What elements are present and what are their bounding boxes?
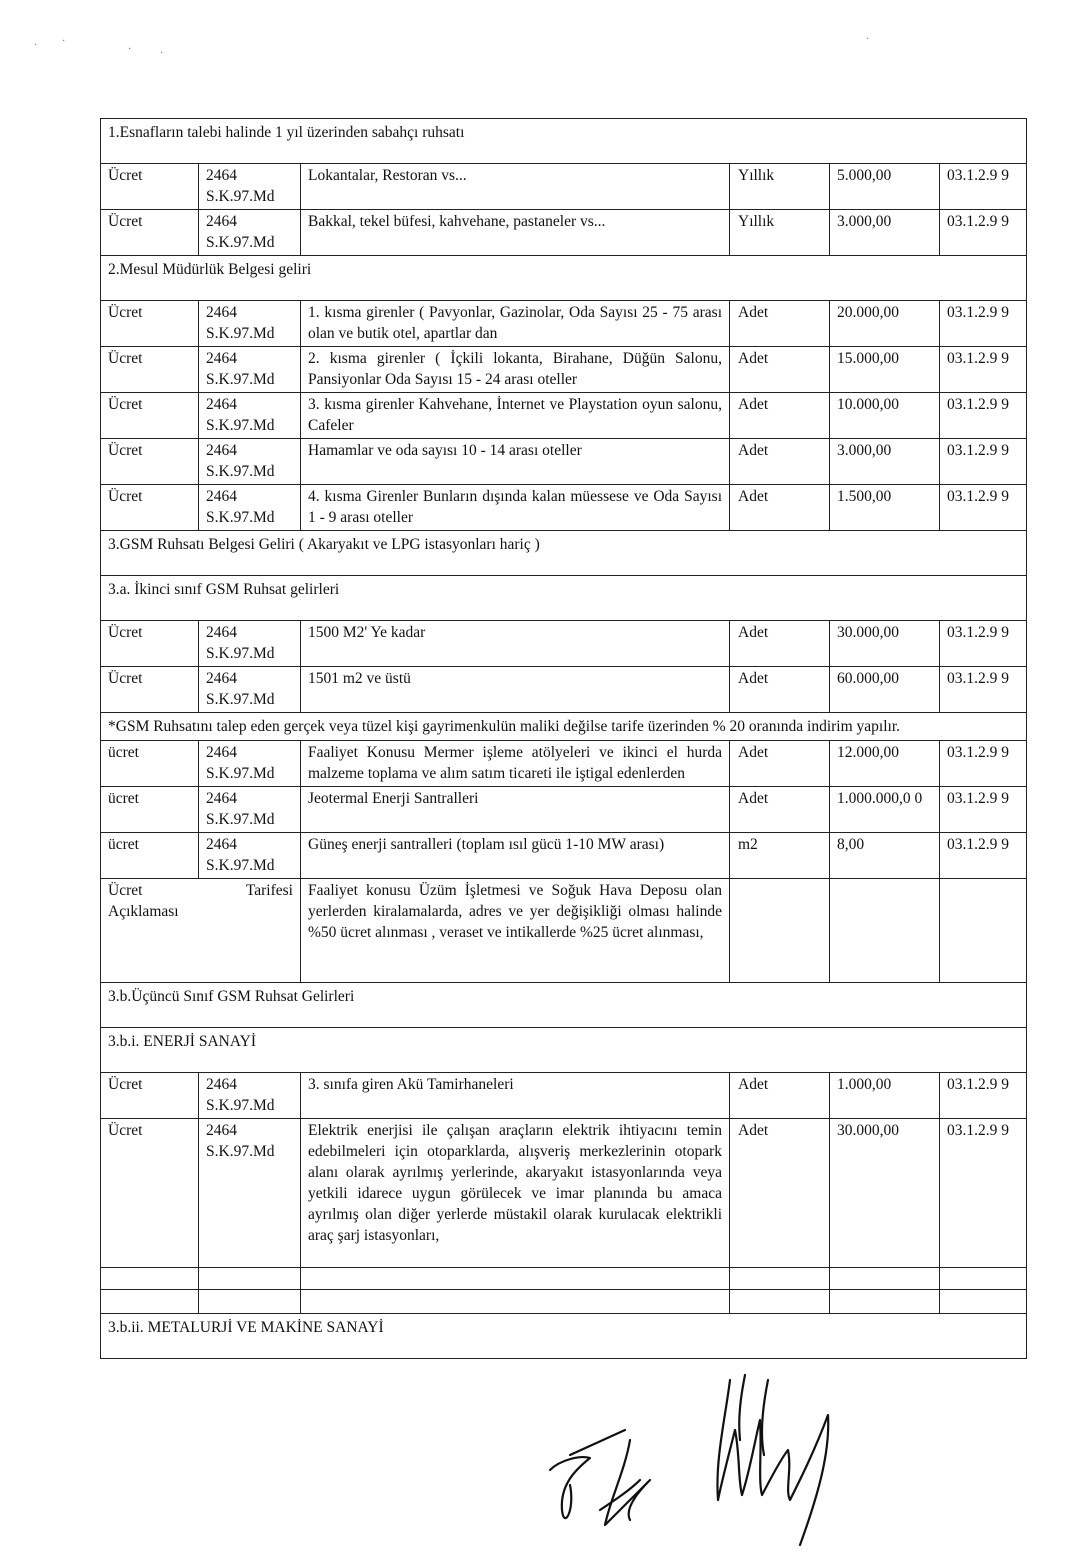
table-row [101, 621, 1027, 667]
empty-cell [830, 879, 940, 983]
section-title: 2.Mesul Müdürlük Belgesi geliri [101, 256, 1027, 301]
fee-type: Ücret [101, 1073, 199, 1119]
empty-cell [101, 1290, 199, 1314]
budget-code: 03.1.2.9 9 [940, 485, 1027, 531]
section-row [101, 256, 1027, 301]
law-ref: 2464 S.K.97.Md [199, 833, 301, 879]
item-description: Jeotermal Enerji Santralleri [301, 787, 730, 833]
budget-code: 03.1.2.9 9 [940, 301, 1027, 347]
item-description: Faaliyet Konusu Mermer işleme atölyeleri ve ikinci el hurda malzeme toplama ve alım satım ticareti ile iştigal edenlerden [301, 741, 730, 787]
tariff-table [100, 118, 1027, 1359]
law-ref: 2464 S.K.97.Md [199, 485, 301, 531]
law-ref: 2464 S.K.97.Md [199, 621, 301, 667]
amount: 5.000,00 [830, 164, 940, 210]
item-description: 3. sınıfa giren Akü Tamirhaneleri [301, 1073, 730, 1119]
item-description: 1501 m2 ve üstü [301, 667, 730, 713]
budget-code: 03.1.2.9 9 [940, 787, 1027, 833]
table-row [101, 301, 1027, 347]
signature-stroke [762, 1380, 768, 1455]
item-description: 1. kısma girenler ( Pavyonlar, Gazinolar, Oda Sayısı 25 - 75 arası olan ve butik otel, apartlar dan [301, 301, 730, 347]
fee-type: Ücret [101, 393, 199, 439]
tariff-description-label [101, 879, 301, 983]
scan-speck: · [62, 36, 66, 47]
amount: 15.000,00 [830, 347, 940, 393]
unit: Adet [730, 347, 830, 393]
law-ref: 2464 S.K.97.Md [199, 667, 301, 713]
unit: Yıllık [730, 210, 830, 256]
budget-code: 03.1.2.9 9 [940, 393, 1027, 439]
unit: m2 [730, 833, 830, 879]
section-title: 1.Esnafların talebi halinde 1 yıl üzerinden sabahçı ruhsatı [101, 119, 1027, 164]
unit: Adet [730, 1073, 830, 1119]
item-description: Bakkal, tekel büfesi, kahvehane, pastaneler vs... [301, 210, 730, 256]
label-ucret: Ücret [108, 882, 143, 899]
scan-speck: · [34, 40, 38, 51]
fee-type: Ücret [101, 485, 199, 531]
law-ref: 2464 S.K.97.Md [199, 393, 301, 439]
item-description: 4. kısma Girenler Bunların dışında kalan müessese ve Oda Sayısı 1 - 9 arası oteller [301, 485, 730, 531]
section-title: 3.a. İkinci sınıf GSM Ruhsat gelirleri [101, 576, 1027, 621]
budget-code: 03.1.2.9 9 [940, 164, 1027, 210]
unit: Adet [730, 485, 830, 531]
budget-code: 03.1.2.9 9 [940, 347, 1027, 393]
amount: 10.000,00 [830, 393, 940, 439]
empty-cell [940, 1268, 1027, 1290]
amount: 30.000,00 [830, 621, 940, 667]
amount: 1.000,00 [830, 1073, 940, 1119]
signature-stroke [717, 1380, 828, 1545]
table-row [101, 485, 1027, 531]
law-ref: 2464 S.K.97.Md [199, 210, 301, 256]
table-row [101, 347, 1027, 393]
empty-cell [830, 1268, 940, 1290]
budget-code: 03.1.2.9 9 [940, 1073, 1027, 1119]
label-aciklamasi: Açıklaması [108, 903, 179, 920]
amount: 3.000,00 [830, 439, 940, 485]
item-description: Lokantalar, Restoran vs... [301, 164, 730, 210]
empty-cell [830, 1290, 940, 1314]
law-ref: 2464 S.K.97.Md [199, 787, 301, 833]
item-description: 2. kısma girenler ( İçkili lokanta, Birahane, Düğün Salonu, Pansiyonlar Oda Sayısı 15 - 24 arası oteller [301, 347, 730, 393]
table-row [101, 1073, 1027, 1119]
table-row [101, 741, 1027, 787]
item-description: Elektrik enerjisi ile çalışan araçların elektrik ihtiyacını temin edebilmeleri için otoparklarda, alışveriş merkezlerinin otopark alanı olarak ayrılmış yerlerinde, akaryakıt istasyonlarında veya yetkili idarece uygun görülecek ve imar planında bu amaca ayrılmış olan diğer yerlerde müstakil olarak kurulacak elektrikli araç şarj istasyonları, [301, 1119, 730, 1268]
amount: 8,00 [830, 833, 940, 879]
table-row [101, 439, 1027, 485]
amount: 12.000,00 [830, 741, 940, 787]
empty-cell [301, 1290, 730, 1314]
section-row [101, 983, 1027, 1028]
discount-note: *GSM Ruhsatını talep eden gerçek veya tüzel kişi gayrimenkulün maliki değilse tarife üzerinden % 20 oranında indirim yapılır. [101, 713, 1027, 741]
table-row [101, 210, 1027, 256]
unit: Yıllık [730, 164, 830, 210]
empty-row [101, 1290, 1027, 1314]
signature-stroke [739, 1375, 745, 1440]
table-row [101, 164, 1027, 210]
empty-cell [730, 879, 830, 983]
empty-row [101, 1268, 1027, 1290]
section-title: 3.b.ii. METALURJİ VE MAKİNE SANAYİ [101, 1314, 1027, 1359]
empty-cell [199, 1268, 301, 1290]
budget-code: 03.1.2.9 9 [940, 210, 1027, 256]
law-ref: 2464 S.K.97.Md [199, 164, 301, 210]
budget-code: 03.1.2.9 9 [940, 741, 1027, 787]
unit: Adet [730, 667, 830, 713]
law-ref: 2464 S.K.97.Md [199, 347, 301, 393]
item-description: Hamamlar ve oda sayısı 10 - 14 arası oteller [301, 439, 730, 485]
tariff-description-row [101, 879, 1027, 983]
budget-code: 03.1.2.9 9 [940, 1119, 1027, 1268]
law-ref: 2464 S.K.97.Md [199, 1073, 301, 1119]
item-description: 1500 M2' Ye kadar [301, 621, 730, 667]
empty-cell [301, 1268, 730, 1290]
fee-type: Ücret [101, 1119, 199, 1268]
signature-stroke [605, 1440, 650, 1525]
law-ref: 2464 S.K.97.Md [199, 1119, 301, 1268]
handwritten-signatures [530, 1360, 850, 1550]
empty-cell [940, 879, 1027, 983]
budget-code: 03.1.2.9 9 [940, 439, 1027, 485]
table-row [101, 393, 1027, 439]
unit: Adet [730, 439, 830, 485]
section-row [101, 1314, 1027, 1359]
unit: Adet [730, 787, 830, 833]
amount: 3.000,00 [830, 210, 940, 256]
unit: Adet [730, 393, 830, 439]
unit: Adet [730, 1119, 830, 1268]
item-description: 3. kısma girenler Kahvehane, İnternet ve Playstation oyun salonu, Cafeler [301, 393, 730, 439]
law-ref: 2464 S.K.97.Md [199, 741, 301, 787]
law-ref: 2464 S.K.97.Md [199, 439, 301, 485]
table-row [101, 787, 1027, 833]
fee-type: ücret [101, 741, 199, 787]
fee-type: Ücret [101, 210, 199, 256]
amount: 1.500,00 [830, 485, 940, 531]
unit: Adet [730, 621, 830, 667]
amount: 1.000.000,0 0 [830, 787, 940, 833]
fee-type: ücret [101, 833, 199, 879]
section-title: 3.b.i. ENERJİ SANAYİ [101, 1028, 1027, 1073]
section-row [101, 1028, 1027, 1073]
empty-cell [730, 1268, 830, 1290]
scan-speck: · [128, 44, 132, 55]
fee-type: ücret [101, 787, 199, 833]
section-title: 3.GSM Ruhsatı Belgesi Geliri ( Akaryakıt ve LPG istasyonları hariç ) [101, 531, 1027, 576]
table-row [101, 1119, 1027, 1268]
budget-code: 03.1.2.9 9 [940, 833, 1027, 879]
amount: 30.000,00 [830, 1119, 940, 1268]
empty-cell [730, 1290, 830, 1314]
budget-code: 03.1.2.9 9 [940, 621, 1027, 667]
amount: 60.000,00 [830, 667, 940, 713]
fee-type: Ücret [101, 667, 199, 713]
law-ref: 2464 S.K.97.Md [199, 301, 301, 347]
section-title: 3.b.Üçüncü Sınıf GSM Ruhsat Gelirleri [101, 983, 1027, 1028]
unit: Adet [730, 301, 830, 347]
scan-speck: · [160, 48, 164, 59]
fee-type: Ücret [101, 301, 199, 347]
fee-type: Ücret [101, 164, 199, 210]
amount: 20.000,00 [830, 301, 940, 347]
budget-code: 03.1.2.9 9 [940, 667, 1027, 713]
scan-speck: · [866, 34, 870, 45]
item-description: Güneş enerji santralleri (toplam ısıl gücü 1-10 MW arası) [301, 833, 730, 879]
note-row [101, 713, 1027, 741]
table-row [101, 667, 1027, 713]
unit: Adet [730, 741, 830, 787]
section-row [101, 576, 1027, 621]
fee-type: Ücret [101, 347, 199, 393]
signature-stroke [570, 1430, 625, 1455]
table-row [101, 833, 1027, 879]
empty-cell [940, 1290, 1027, 1314]
section-row [101, 119, 1027, 164]
signature-stroke [550, 1457, 590, 1518]
label-tarifesi: Tarifesi [245, 882, 293, 899]
fee-type: Ücret [101, 439, 199, 485]
empty-cell [101, 1268, 199, 1290]
empty-cell [199, 1290, 301, 1314]
section-row [101, 531, 1027, 576]
tariff-description-text: Faaliyet konusu Üzüm İşletmesi ve Soğuk Hava Deposu olan yerlerden kiralamalarda, adres ve yer değişikliği olması halinde %50 ücret alınması , veraset ve intikallerde %25 ücret alınması, [301, 879, 730, 983]
fee-type: Ücret [101, 621, 199, 667]
